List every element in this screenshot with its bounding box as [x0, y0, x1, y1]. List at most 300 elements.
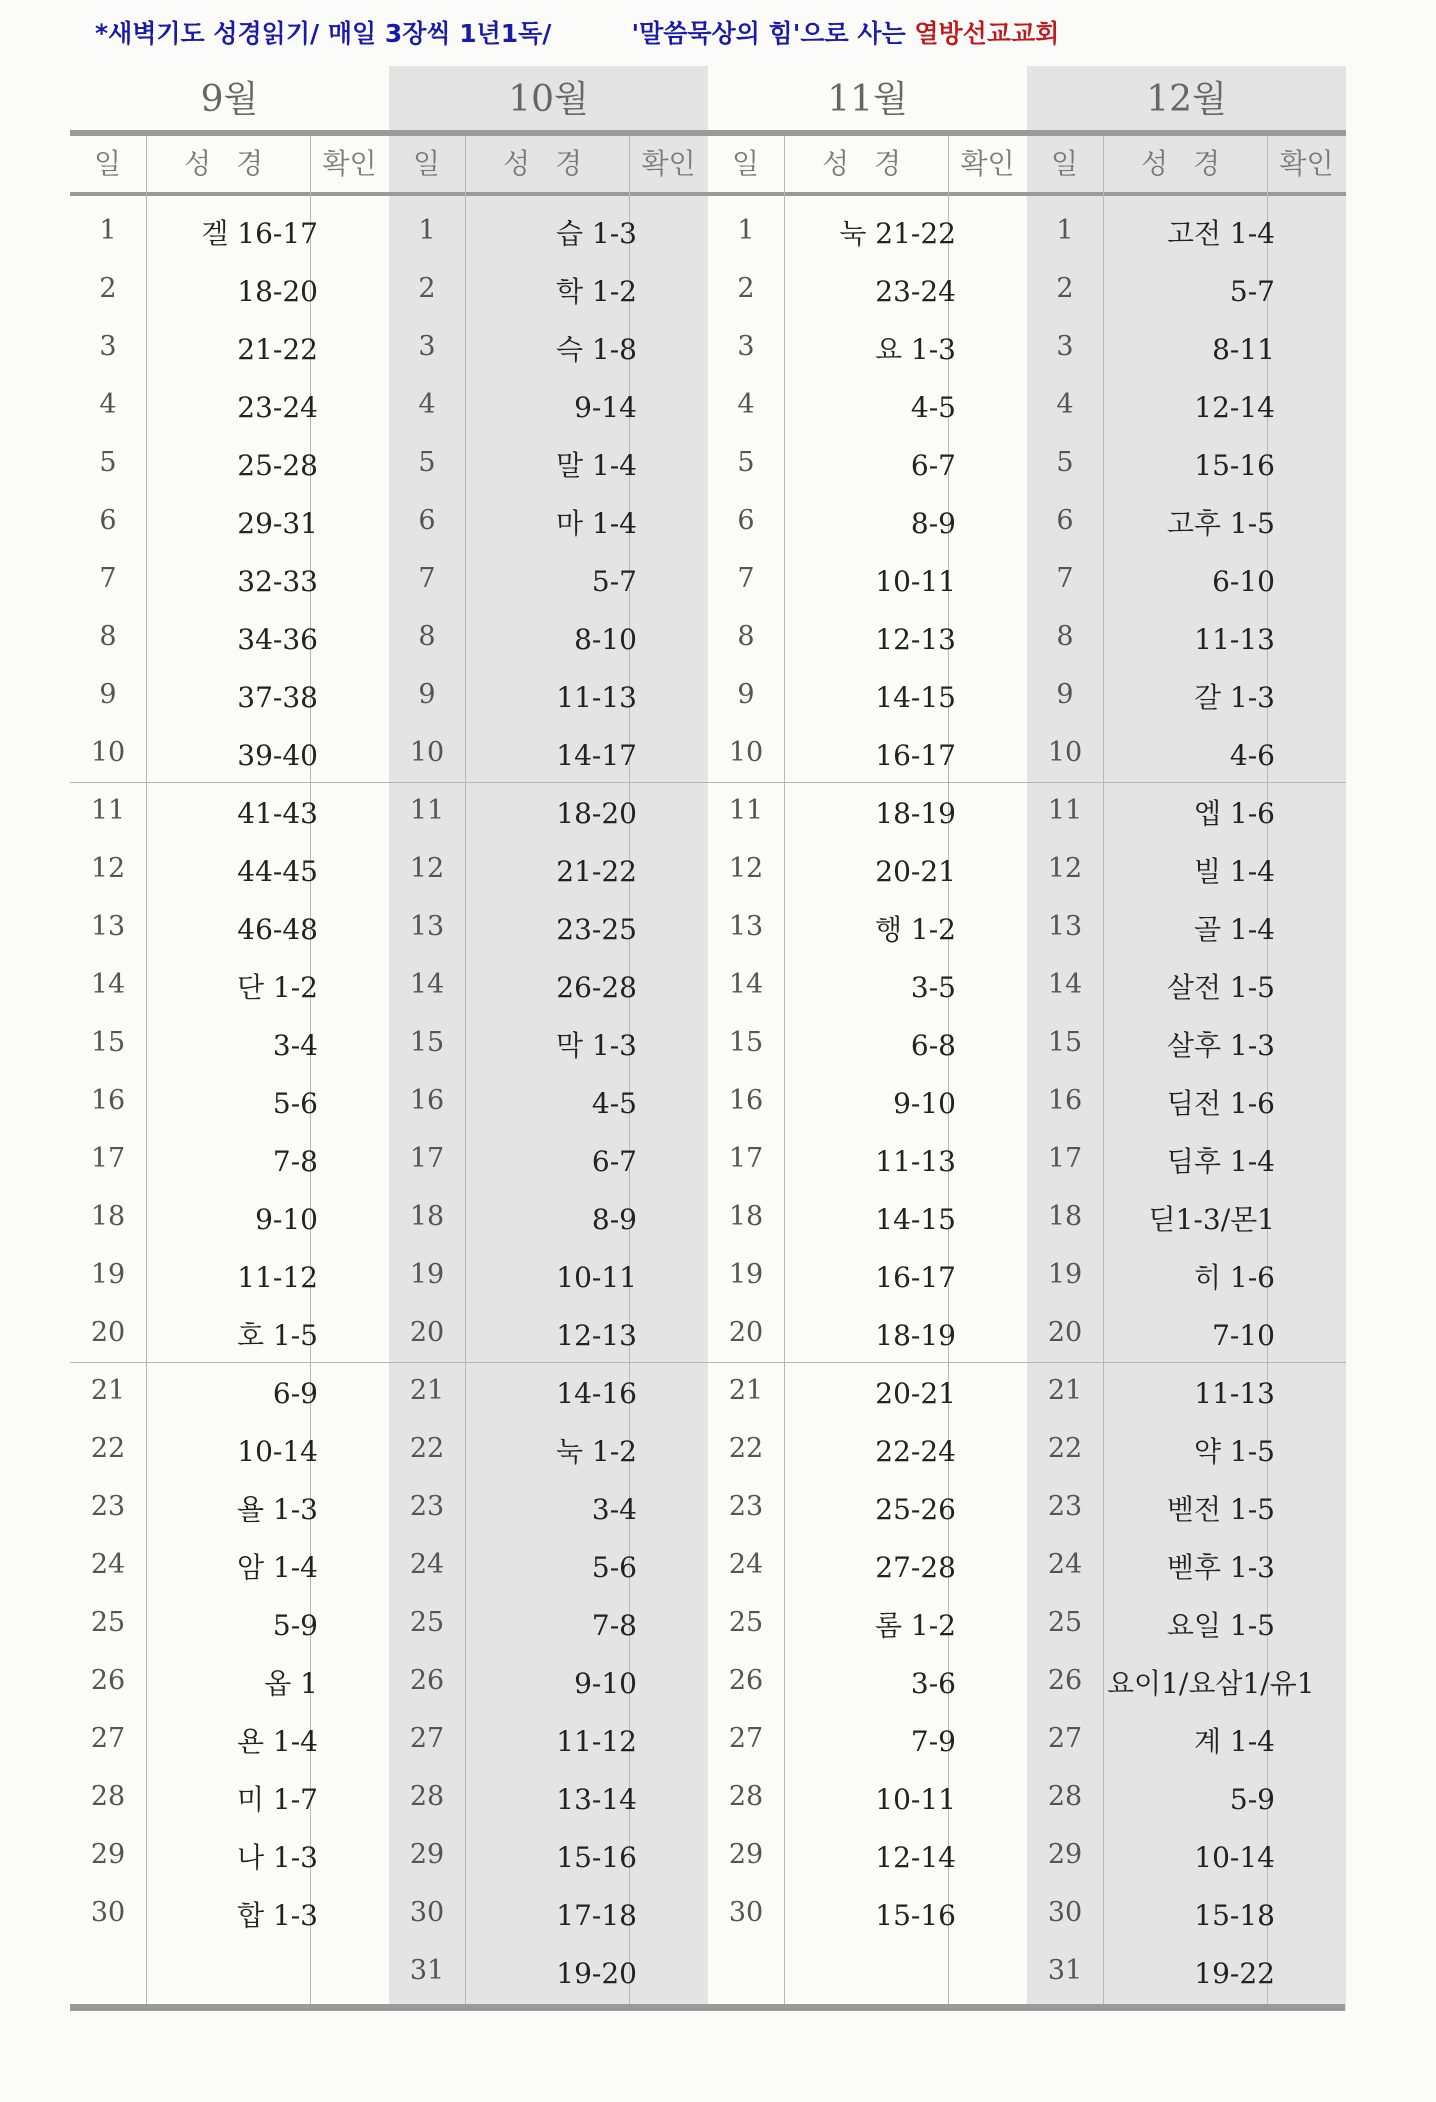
table-row: [708, 786, 1027, 844]
bible-reference: 4-6: [1229, 739, 1275, 772]
table-row: [1027, 1424, 1346, 1482]
day-number: 12: [1047, 853, 1083, 884]
day-number: 20: [1047, 1317, 1083, 1348]
bible-reference: 12-13: [875, 623, 956, 656]
bible-reference: 옵 1: [264, 1667, 318, 1700]
table-row: [389, 1888, 708, 1946]
day-number: 4: [737, 389, 755, 420]
day-number: 1: [99, 215, 117, 246]
day-number: 6: [99, 505, 117, 536]
day-number: 28: [90, 1781, 126, 1812]
bible-reference: 18-20: [237, 275, 318, 308]
bible-reference: 8-9: [910, 507, 956, 540]
table-row: [70, 1250, 389, 1308]
bible-reference: 고후 1-5: [1166, 507, 1275, 540]
bible-reference: 9-14: [574, 391, 637, 424]
day-number: 16: [409, 1085, 445, 1116]
table-row: [708, 1714, 1027, 1772]
bible-reference: 8-9: [591, 1203, 637, 1236]
day-number: 17: [728, 1143, 764, 1174]
day-number: 26: [1047, 1665, 1083, 1696]
month-title: 11월: [827, 79, 908, 120]
bible-reference: 슥 1-8: [555, 333, 637, 366]
bible-reference: 18-19: [875, 1319, 956, 1352]
table-row: [70, 322, 389, 380]
day-number: 28: [409, 1781, 445, 1812]
day-number: 2: [1056, 273, 1074, 304]
header-church-name: 열방선교교회: [914, 19, 1060, 48]
bible-reference: 롬 1-2: [874, 1609, 956, 1642]
bible-reference: 6-7: [910, 449, 956, 482]
day-number: 13: [728, 911, 764, 942]
bible-reference: 32-33: [237, 565, 318, 598]
day-number: 16: [1047, 1085, 1083, 1116]
day-number: 26: [728, 1665, 764, 1696]
bible-reference: 23-24: [875, 275, 956, 308]
bible-reference: 11-13: [556, 681, 637, 714]
bible-reference: 행 1-2: [874, 913, 956, 946]
bible-reference: 벧후 1-3: [1166, 1551, 1275, 1584]
table-row: [70, 380, 389, 438]
bible-reference: 13-14: [556, 1783, 637, 1816]
day-number: 14: [728, 969, 764, 1000]
bible-reference: 6-10: [1212, 565, 1275, 598]
table-row: [70, 844, 389, 902]
bible-reference: 22-24: [875, 1435, 956, 1468]
day-number: 17: [90, 1143, 126, 1174]
table-row: [389, 1076, 708, 1134]
table-row: [70, 612, 389, 670]
day-number: 14: [1047, 969, 1083, 1000]
bible-reference: 살후 1-3: [1166, 1029, 1275, 1062]
day-number: 2: [418, 273, 436, 304]
day-number: 27: [409, 1723, 445, 1754]
day-number: 11: [728, 795, 764, 826]
day-number: 29: [728, 1839, 764, 1870]
table-row: [708, 1772, 1027, 1830]
table-row: [1027, 380, 1346, 438]
day-number: 13: [409, 911, 445, 942]
divider: [1027, 130, 1346, 136]
day-number: 28: [728, 1781, 764, 1812]
table-row: [1027, 1598, 1346, 1656]
table-row: [1027, 728, 1346, 786]
bible-reference: 욜 1-3: [236, 1493, 318, 1526]
bible-reference: 15-16: [556, 1841, 637, 1874]
day-number: 1: [418, 215, 436, 246]
bible-reference: 9-10: [893, 1087, 956, 1120]
bible-reference: 말 1-4: [555, 449, 637, 482]
table-row: [70, 554, 389, 612]
table-row: [389, 1714, 708, 1772]
day-number: 7: [737, 563, 755, 594]
table-row: [1027, 1018, 1346, 1076]
bible-reference: 20-21: [875, 1377, 956, 1410]
table-row: [708, 1192, 1027, 1250]
day-number: 8: [1056, 621, 1074, 652]
bible-reference: 5-7: [1229, 275, 1275, 308]
table-row: [708, 670, 1027, 728]
table-row: [708, 612, 1027, 670]
bible-reference: 11-12: [556, 1725, 637, 1758]
table-row: [389, 902, 708, 960]
day-number: 19: [90, 1259, 126, 1290]
bible-reference: 11-13: [875, 1145, 956, 1178]
bible-reference: 14-17: [556, 739, 637, 772]
table-row: [389, 1308, 708, 1366]
table-row: [70, 1772, 389, 1830]
bible-reference: 눅 1-2: [555, 1435, 637, 1468]
day-number: 29: [409, 1839, 445, 1870]
table-row: [70, 1192, 389, 1250]
bible-reference: 14-16: [556, 1377, 637, 1410]
bible-reference: 6-9: [272, 1377, 318, 1410]
day-number: 4: [99, 389, 117, 420]
bible-reference: 합 1-3: [236, 1899, 318, 1932]
table-row: [1027, 1076, 1346, 1134]
day-number: 27: [728, 1723, 764, 1754]
bible-reference: 4-5: [591, 1087, 637, 1120]
check-header: 확인: [322, 147, 377, 180]
bible-reference: 25-28: [237, 449, 318, 482]
table-row: [1027, 1830, 1346, 1888]
bible-header: 성 경: [1141, 147, 1228, 180]
table-row: [389, 1656, 708, 1714]
table-row: [1027, 1366, 1346, 1424]
bible-reference: 4-5: [910, 391, 956, 424]
bible-reference: 12-13: [556, 1319, 637, 1352]
day-number: 26: [90, 1665, 126, 1696]
month-title: 12월: [1146, 79, 1227, 120]
table-row: [389, 612, 708, 670]
table-row: [708, 1540, 1027, 1598]
bible-reference: 딛1-3/몬1: [1148, 1203, 1275, 1236]
table-row: [389, 264, 708, 322]
day-number: 17: [1047, 1143, 1083, 1174]
day-number: 30: [1047, 1897, 1083, 1928]
table-row: [389, 1482, 708, 1540]
day-number: 10: [1047, 737, 1083, 768]
bible-reference: 약 1-5: [1193, 1435, 1275, 1468]
day-number: 5: [99, 447, 117, 478]
month-title: 10월: [508, 79, 589, 120]
day-number: 11: [409, 795, 445, 826]
day-number: 19: [1047, 1259, 1083, 1290]
day-number: 3: [1056, 331, 1074, 362]
bible-reference: 17-18: [556, 1899, 637, 1932]
day-number: 18: [728, 1201, 764, 1232]
bible-reference: 계 1-4: [1193, 1725, 1275, 1758]
day-number: 3: [99, 331, 117, 362]
bible-reference: 3-4: [272, 1029, 318, 1062]
table-row: [708, 1598, 1027, 1656]
bible-reference: 6-7: [591, 1145, 637, 1178]
table-row: [70, 1134, 389, 1192]
day-number: 30: [728, 1897, 764, 1928]
day-number: 19: [409, 1259, 445, 1290]
check-header: 확인: [960, 147, 1015, 180]
table-row: [708, 1366, 1027, 1424]
table-row: [70, 1018, 389, 1076]
bible-reference: 27-28: [875, 1551, 956, 1584]
day-number: 3: [418, 331, 436, 362]
day-number: 25: [1047, 1607, 1083, 1638]
table-row: [708, 1308, 1027, 1366]
bible-reference: 9-10: [255, 1203, 318, 1236]
table-row: [389, 1424, 708, 1482]
bible-reference: 41-43: [237, 797, 318, 830]
bible-reference: 6-8: [910, 1029, 956, 1062]
table-row: [1027, 1250, 1346, 1308]
bible-reference: 11-12: [237, 1261, 318, 1294]
bible-reference: 8-11: [1212, 333, 1275, 366]
table-row: [389, 960, 708, 1018]
table-row: [70, 1540, 389, 1598]
bible-reference: 46-48: [237, 913, 318, 946]
day-number: 5: [1056, 447, 1074, 478]
table-row: [70, 1076, 389, 1134]
bible-reference: 빌 1-4: [1193, 855, 1275, 888]
table-row: [708, 554, 1027, 612]
bible-reference: 살전 1-5: [1166, 971, 1275, 1004]
table-row: [70, 1830, 389, 1888]
table-row: [70, 902, 389, 960]
bible-reference: 18-19: [875, 797, 956, 830]
day-number: 28: [1047, 1781, 1083, 1812]
day-number: 12: [728, 853, 764, 884]
table-row: [1027, 1946, 1346, 2004]
bible-header: 성 경: [503, 147, 590, 180]
column-headers: [70, 138, 389, 190]
day-number: 17: [409, 1143, 445, 1174]
day-number: 12: [90, 853, 126, 884]
bible-reference: 14-15: [875, 681, 956, 714]
column-headers: [708, 138, 1027, 190]
day-number: 25: [409, 1607, 445, 1638]
day-number: 23: [90, 1491, 126, 1522]
day-number: 22: [1047, 1433, 1083, 1464]
table-row: [389, 728, 708, 786]
divider: [708, 192, 1027, 196]
day-number: 31: [1047, 1955, 1083, 1986]
bible-reference: 벧전 1-5: [1166, 1493, 1275, 1526]
bible-reference: 10-11: [875, 1783, 956, 1816]
bible-reference: 23-25: [556, 913, 637, 946]
day-number: 18: [90, 1201, 126, 1232]
table-row: [708, 264, 1027, 322]
bible-reference: 골 1-4: [1193, 913, 1275, 946]
table-row: [389, 206, 708, 264]
day-header: 일: [731, 147, 760, 180]
day-number: 24: [728, 1549, 764, 1580]
bible-reference: 5-6: [272, 1087, 318, 1120]
table-row: [708, 1076, 1027, 1134]
month-title: 9월: [200, 79, 259, 120]
bible-reference: 10-14: [237, 1435, 318, 1468]
bible-reference: 21-22: [556, 855, 637, 888]
table-row: [70, 1424, 389, 1482]
bible-reference: 26-28: [556, 971, 637, 1004]
table-row: [70, 960, 389, 1018]
bible-reference: 마 1-4: [555, 507, 637, 540]
bible-reference: 5-7: [591, 565, 637, 598]
day-header: 일: [1050, 147, 1079, 180]
bible-header: 성 경: [822, 147, 909, 180]
bible-reference: 딤전 1-6: [1166, 1087, 1275, 1120]
check-header: 확인: [641, 147, 696, 180]
header-reading-plan: *새벽기도 성경읽기/ 매일 3장씩 1년1독/: [95, 19, 552, 48]
day-number: 6: [1056, 505, 1074, 536]
day-number: 23: [1047, 1491, 1083, 1522]
day-number: 30: [409, 1897, 445, 1928]
bible-reference: 3-4: [591, 1493, 637, 1526]
bible-reference: 23-24: [237, 391, 318, 424]
day-number: 16: [90, 1085, 126, 1116]
day-number: 21: [1047, 1375, 1083, 1406]
table-row: [1027, 960, 1346, 1018]
divider: [1027, 192, 1346, 196]
day-number: 20: [728, 1317, 764, 1348]
table-row: [70, 1714, 389, 1772]
table-row: [708, 1134, 1027, 1192]
table-row: [1027, 1772, 1346, 1830]
bible-reference: 19-20: [556, 1957, 637, 1990]
table-row: [389, 380, 708, 438]
day-number: 1: [737, 215, 755, 246]
day-number: 26: [409, 1665, 445, 1696]
table-row: [1027, 1482, 1346, 1540]
bible-reference: 딤후 1-4: [1166, 1145, 1275, 1178]
table-row: [70, 438, 389, 496]
table-row: [1027, 322, 1346, 380]
table-row: [389, 1772, 708, 1830]
table-row: [1027, 554, 1346, 612]
day-number: 18: [1047, 1201, 1083, 1232]
day-number: 27: [90, 1723, 126, 1754]
column-headers: [1027, 138, 1346, 190]
bible-reference: 21-22: [237, 333, 318, 366]
bible-reference: 37-38: [237, 681, 318, 714]
day-number: 12: [409, 853, 445, 884]
day-number: 5: [418, 447, 436, 478]
bible-reference: 갈 1-3: [1193, 681, 1275, 714]
table-row: [389, 786, 708, 844]
day-number: 2: [99, 273, 117, 304]
table-row: [1027, 1656, 1346, 1714]
day-number: 10: [409, 737, 445, 768]
day-number: 25: [728, 1607, 764, 1638]
table-row: [389, 1830, 708, 1888]
table-row: [389, 670, 708, 728]
day-number: 22: [409, 1433, 445, 1464]
bible-reference: 12-14: [875, 1841, 956, 1874]
day-number: 7: [418, 563, 436, 594]
day-number: 9: [737, 679, 755, 710]
day-number: 24: [409, 1549, 445, 1580]
bible-reference: 19-22: [1194, 1957, 1275, 1990]
day-number: 25: [90, 1607, 126, 1638]
day-number: 13: [1047, 911, 1083, 942]
table-row: [1027, 786, 1346, 844]
bible-reference: 44-45: [237, 855, 318, 888]
table-row: [708, 960, 1027, 1018]
bible-reference: 7-8: [591, 1609, 637, 1642]
day-number: 4: [418, 389, 436, 420]
day-number: 6: [418, 505, 436, 536]
bible-reference: 요일 1-5: [1166, 1609, 1275, 1642]
day-number: 18: [409, 1201, 445, 1232]
table-row: [708, 1888, 1027, 1946]
table-row: [708, 496, 1027, 554]
bible-reference: 10-11: [556, 1261, 637, 1294]
bible-reference: 5-6: [591, 1551, 637, 1584]
bible-reference: 16-17: [875, 739, 956, 772]
check-header: 확인: [1279, 147, 1334, 180]
bible-reference: 학 1-2: [555, 275, 637, 308]
bible-reference: 엡 1-6: [1193, 797, 1275, 830]
column-headers: [389, 138, 708, 190]
day-number: 4: [1056, 389, 1074, 420]
bible-reference: 미 1-7: [236, 1783, 318, 1816]
bible-reference: 막 1-3: [555, 1029, 637, 1062]
day-number: 10: [728, 737, 764, 768]
bible-reference: 20-21: [875, 855, 956, 888]
bible-reference: 29-31: [237, 507, 318, 540]
table-row: [70, 496, 389, 554]
day-number: 14: [409, 969, 445, 1000]
table-row: [389, 844, 708, 902]
day-header: 일: [93, 147, 122, 180]
table-row: [1027, 844, 1346, 902]
day-number: 20: [409, 1317, 445, 1348]
bible-reference: 욘 1-4: [236, 1725, 318, 1758]
table-row: [708, 1482, 1027, 1540]
bible-reference: 8-10: [574, 623, 637, 656]
table-row: [70, 206, 389, 264]
table-row: [389, 496, 708, 554]
bible-reference: 39-40: [237, 739, 318, 772]
bible-reference: 12-14: [1194, 391, 1275, 424]
table-row: [708, 380, 1027, 438]
day-number: 29: [1047, 1839, 1083, 1870]
page-header: [95, 14, 1395, 54]
bible-reference: 7-8: [272, 1145, 318, 1178]
table-row: [1027, 1308, 1346, 1366]
day-number: 30: [90, 1897, 126, 1928]
bible-reference: 히 1-6: [1193, 1261, 1275, 1294]
day-number: 15: [90, 1027, 126, 1058]
day-number: 2: [737, 273, 755, 304]
table-row: [70, 1598, 389, 1656]
day-number: 23: [728, 1491, 764, 1522]
day-number: 14: [90, 969, 126, 1000]
table-row: [389, 1134, 708, 1192]
table-row: [1027, 206, 1346, 264]
table-row: [389, 1598, 708, 1656]
day-number: 21: [90, 1375, 126, 1406]
bible-reference: 5-9: [1229, 1783, 1275, 1816]
day-number: 13: [90, 911, 126, 942]
table-row: [708, 1656, 1027, 1714]
table-row: [70, 264, 389, 322]
day-number: 7: [1056, 563, 1074, 594]
bible-reference: 습 1-3: [555, 217, 637, 250]
day-number: 15: [728, 1027, 764, 1058]
table-row: [1027, 902, 1346, 960]
day-number: 15: [409, 1027, 445, 1058]
day-number: 19: [728, 1259, 764, 1290]
day-number: 8: [99, 621, 117, 652]
